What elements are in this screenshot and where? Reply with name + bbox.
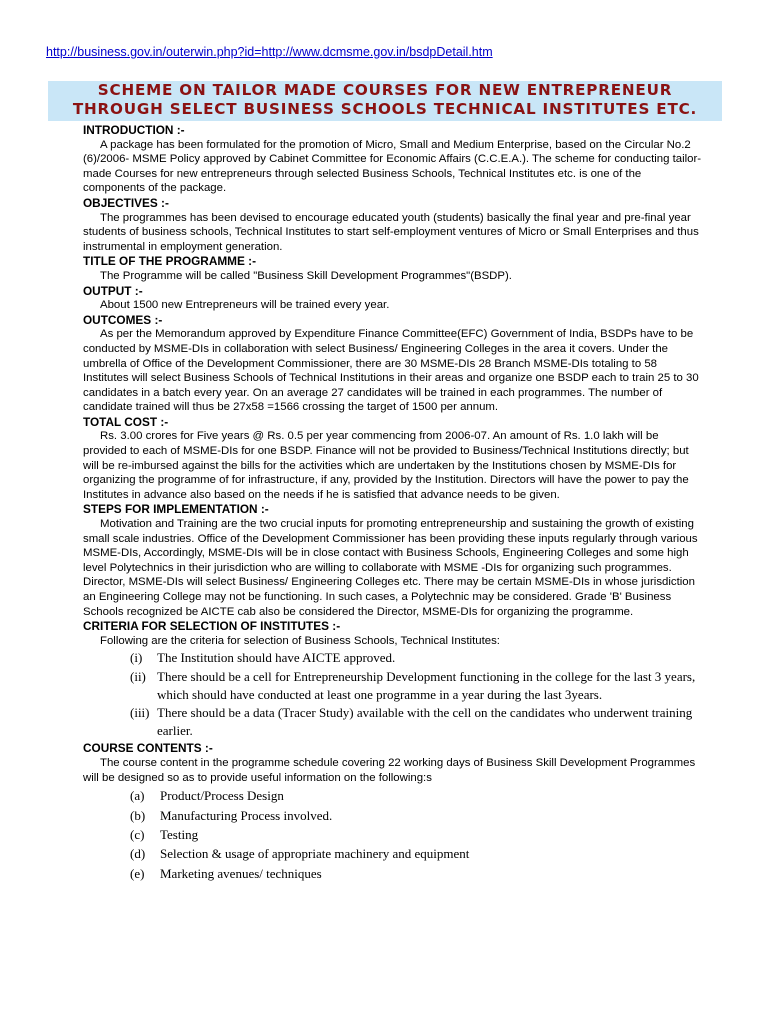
list-text: Product/Process Design [160,788,284,804]
list-item [130,806,703,825]
objectives-text: The programmes has been devised to encourage educated youth (students) basically the final year and pre-final year students of business schools, Technical Institutes to start self-employment ventures of Micro or Small Enterprises and thus instrumental in employment generation. [83,211,699,253]
list-text: Marketing avenues/ techniques [160,865,322,881]
list-marker: (b) [130,807,146,823]
outcomes-text: As per the Memorandum approved by Expenditure Finance Committee(EFC) Government of India, BSDPs have to be conducted by MSME-DIs in collaboration with select Business/ Engineering Colleges in the area it covers. Under the umbrella of Office of the Development Commissioner, there are 30 MSME-DIs 28 Branch MSME-DIs totaling to 58 Institutes will select Business Schools of Technical Institutions in their areas and organize one BSDP each to train 25 to 30 candidates in a batch every year. On an average 27 candidates will be trained in each programmes. The number of candidate trained will thus be 27x58 =1566 crossing the target of 1500 per annum. [83,328,699,414]
objectives-heading: OBJECTIVES :- [83,195,169,210]
list-marker: (c) [130,826,145,842]
introduction-text: A package has been formulated for the promotion of Micro, Small and Medium Enterprise, based on the Circular No.2 (6)/2006- MSME Policy approved by Cabinet Committee for Economic Affairs (C.C.E.A.). The scheme for conducting tailor-made Courses for new entrepreneurs through selected Business Schools, Technical Institutes etc. is one of the components of the package. [83,138,702,195]
steps-text: Motivation and Training are the two crucial inputs for promoting entrepreneurship and sustaining the growth of existing small scale industries. Office of the Development Commissioner has been providing these inputs regularly through various MSME-DIs, Accordingly, MSME-DIs will be in close contact with Business Schools, Engineering Colleges and some high level Polytechnics in their jurisdiction who are willing to collaborate with MSME -DIs for organizing such programmes. Director, MSME-DIs will select Business/ Engineering Colleges etc. There may be certain MSME-DIs in whose jurisdiction an Engineering College may not be functioning. In such cases, a Polytechnic may be considered. Grade 'B' Business Schools recognized be AICTE cab also be considered the Director, MSME-DIs for organizing the programme. [83,518,698,618]
page-title-line-2: THROUGH SELECT BUSINESS SCHOOLS TECHNICAL INSTITUTES ETC. [72,100,698,118]
list-marker: (e) [130,865,145,881]
course-contents-text: The course content in the programme schedule covering 22 working days of Business Skill Development Programmes will be designed so as to provide useful information on the following:s [83,756,696,784]
page-title-line-1: SCHEME ON TAILOR MADE COURSES FOR NEW ENTREPRENEUR [97,81,673,99]
list-text: There should be a data (Tracer Study) available with the cell on the candidates who underwent training earlier. [157,704,693,739]
list-item [130,649,703,667]
list-text: Manufacturing Process involved. [160,807,333,823]
list-text: Testing [160,826,199,842]
list-item [130,786,703,805]
list-text: The Institution should have AICTE approved. [157,650,396,666]
total-cost-text: Rs. 3.00 crores for Five years @ Rs. 0.5 per year commencing from 2006-07. An amount of Rs. 1.0 lakh will be provided to each of MSME-DIs for one BSDP. Finance will not be provided to Business/Technical Institutions directly; but will be re-imbursed against the bills for the activities which are undertaken by the Institutions chosen by MSME-DIs for organizing the programme of for infrastructure, if any, provided by the Institution. Directors will have the power to pay the Institutes in advance also based on the needs if he is satisfied that advance needs to be given. [83,430,689,501]
criteria-text: Following are the criteria for selection of Business Schools, Technical Institutes: [100,634,500,647]
output-text: About 1500 new Entrepreneurs will be trained every year. [100,299,390,312]
title-banner [48,81,722,121]
outcomes-heading: OUTCOMES :- [83,312,163,327]
list-marker: (a) [130,788,145,804]
list-text: Selection & usage of appropriate machinery and equipment [160,846,470,862]
course-contents-list [130,786,703,883]
source-link[interactable]: http://business.gov.in/outerwin.php?id=http://www.dcmsme.gov.in/bsdpDetail.htm [46,45,493,59]
title-programme-text: The Programme will be called "Business Skill Development Programmes"(BSDP). [100,269,512,282]
list-item [130,844,703,863]
output-heading: OUTPUT :- [83,283,143,298]
total-cost-heading: TOTAL COST :- [83,414,169,429]
list-item [130,825,703,844]
list-item [130,704,703,740]
title-programme-heading: TITLE OF THE PROGRAMME :- [83,254,257,269]
criteria-heading: CRITERIA FOR SELECTION OF INSTITUTES :- [83,619,341,634]
introduction-heading: INTRODUCTION :- [83,123,185,137]
criteria-list [130,649,703,740]
steps-heading: STEPS FOR IMPLEMENTATION :- [83,502,269,517]
list-item [130,668,703,704]
list-text: There should be a cell for Entrepreneurship Development functioning in the college for the last 3 years, which should have conducted at least one programme in a year during the last 3years. [157,668,696,702]
list-marker: (d) [130,846,146,862]
list-marker: (ii) [130,668,146,684]
list-item [130,864,703,883]
course-contents-heading: COURSE CONTENTS :- [83,741,213,756]
list-marker: (i) [130,650,143,666]
document-body [83,123,703,883]
list-marker: (iii) [130,704,150,720]
